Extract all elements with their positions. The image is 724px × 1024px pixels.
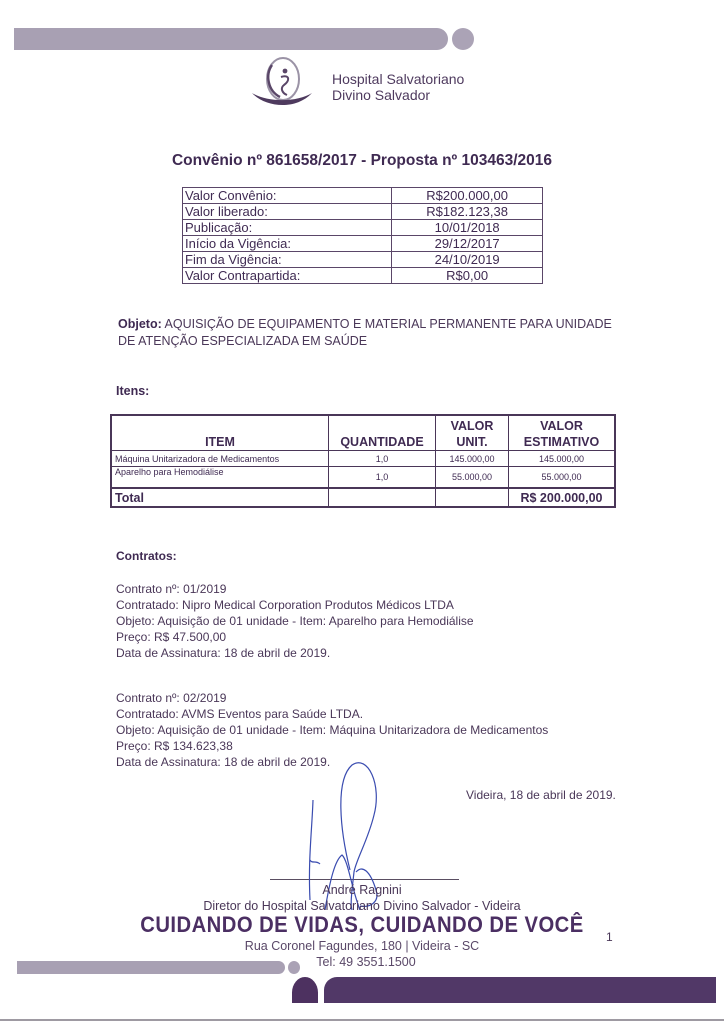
col-header-valor-est-line1: VALOR [540,419,583,433]
total-value: R$ 200.000,00 [509,488,616,507]
col-header-valor-est-line2: ESTIMATIVO [523,435,600,449]
contract-objeto: Objeto: Aquisição de 01 unidade - Item: Aparelho para Hemodiálise [116,614,474,628]
col-header-valor-unit-line1: VALOR [450,419,494,433]
info-value: 24/10/2019 [392,252,543,268]
signer-role: Diretor do Hospital Salvatoriano Divino Salvador - Videira [203,899,521,913]
info-label: Valor Convênio: [183,188,392,204]
hospital-name-line2: Divino Salvador [332,87,431,103]
objeto-paragraph [118,316,618,350]
info-row [183,268,543,284]
col-header-item: ITEM [111,415,329,451]
items-header-row [111,415,615,451]
col-header-valor-unit [436,415,509,451]
hospital-name-line1: Hospital Salvatoriano [332,71,465,87]
info-label: Publicação: [183,220,392,236]
hospital-logo-icon [250,55,315,115]
footer-slogan: CUIDANDO DE VIDAS, CUIDANDO DE VOCÊ [140,912,584,937]
contract-number: Contrato nº: 02/2019 [116,691,227,705]
contract-data: Data de Assinatura: 18 de abril de 2019. [116,755,331,769]
footer-decorative-bar-left [17,961,285,974]
contract-block [116,581,474,661]
info-value: R$200.000,00 [392,188,543,204]
items-table [110,414,616,508]
total-row [111,488,615,507]
info-value: R$182.123,38 [392,204,543,220]
table-row [111,451,615,467]
cell-item: Aparelho para Hemodiálise [111,467,329,489]
objeto-label: Objeto: [118,317,162,331]
contract-number: Contrato nº: 01/2019 [116,582,227,596]
contract-contratado: Contratado: AVMS Eventos para Saúde LTDA. [116,707,364,721]
objeto-text: AQUISIÇÃO DE EQUIPAMENTO E MATERIAL PERMANENTE PARA UNIDADE DE ATENÇÃO ESPECIALIZADA EM SAÚDE [118,317,612,348]
info-value: 29/12/2017 [392,236,543,252]
contract-preco: Preço: R$ 47.500,00 [116,630,227,644]
contract-contratado: Contratado: Nipro Medical Corporation Produtos Médicos LTDA [116,598,454,612]
info-label: Valor liberado: [183,204,392,220]
contract-data: Data de Assinatura: 18 de abril de 2019. [116,646,331,660]
footer-decorative-dot-small [288,961,300,974]
footer-address: Rua Coronel Fagundes, 180 | Videira - SC [244,939,480,953]
info-label: Início da Vigência: [183,236,392,252]
cell-valor-estimativo: 55.000,00 [509,467,616,489]
cell-valor-estimativo: 145.000,00 [509,451,616,467]
cell-quantidade: 1,0 [329,467,436,489]
footer-decorative-dot-large [292,977,318,1003]
total-empty-cell [329,488,436,507]
cell-item: Máquina Unitarizadora de Medicamentos [111,451,329,467]
info-row [183,252,543,268]
page-bottom-edge [0,1019,724,1021]
contract-block [116,690,548,770]
col-header-valor-unit-line2: UNIT. [456,435,488,449]
info-label: Valor Contrapartida: [183,268,392,284]
contract-objeto: Objeto: Aquisição de 01 unidade - Item: Máquina Unitarizadora de Medicamentos [116,723,549,737]
page-number: 1 [606,930,613,944]
table-row [111,467,615,489]
info-row [183,236,543,252]
footer-phone: Tel: 49 3551.1500 [316,955,416,969]
cell-quantidade: 1,0 [329,451,436,467]
info-value: 10/01/2018 [392,220,543,236]
info-row [183,220,543,236]
document-title: Convênio nº 861658/2017 - Proposta nº 103463/2016 [171,152,553,169]
itens-label: Itens: [116,384,150,398]
convenio-info-table [182,187,543,284]
info-row [183,204,543,220]
col-header-valor-estimativo [509,415,616,451]
total-label: Total [111,488,329,507]
header-decorative-bar [14,28,448,50]
contract-preco: Preço: R$ 134.623,38 [116,739,233,753]
col-header-quantidade: QUANTIDADE [329,415,436,451]
cell-valor-unit: 145.000,00 [436,451,509,467]
hospital-name [332,71,464,103]
info-label: Fim da Vigência: [183,252,392,268]
info-value: R$0,00 [392,268,543,284]
place-and-date: Videira, 18 de abril de 2019. [466,788,616,802]
cell-valor-unit: 55.000,00 [436,467,509,489]
footer-decorative-bar-right [324,977,716,1003]
total-empty-cell [436,488,509,507]
contratos-label: Contratos: [116,549,177,563]
header-decorative-dot [452,28,474,50]
signer-name: André Ragnini [322,883,402,897]
info-row [183,188,543,204]
